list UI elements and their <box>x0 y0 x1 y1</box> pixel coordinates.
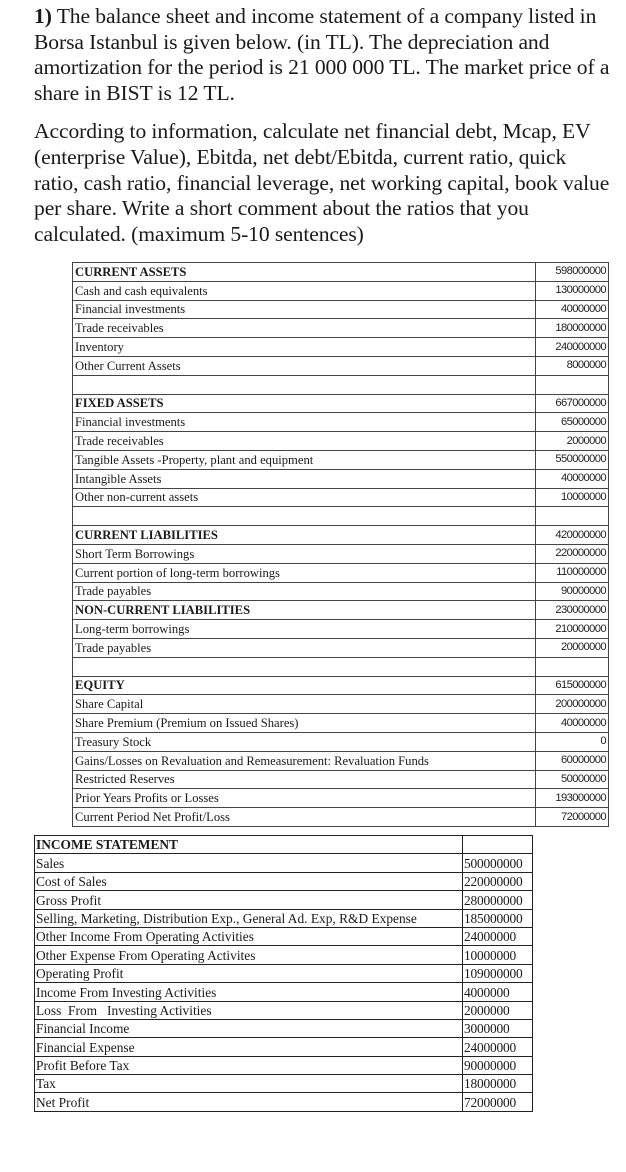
table-row <box>73 338 609 357</box>
row-label: Share Capital <box>73 695 536 714</box>
spacer-row <box>73 507 609 526</box>
table-row <box>73 808 609 827</box>
empty-cell <box>536 375 609 394</box>
table-row <box>35 1038 533 1056</box>
row-label: Net Profit <box>35 1093 463 1111</box>
section-total: 598000000 <box>536 263 609 282</box>
table-row <box>73 450 609 469</box>
row-value: 72000000 <box>536 808 609 827</box>
row-label: Tax <box>35 1075 463 1093</box>
table-row <box>35 854 533 872</box>
row-value: 130000000 <box>536 281 609 300</box>
table-row <box>35 1019 533 1037</box>
row-label: Share Premium (Premium on Issued Shares) <box>73 714 536 733</box>
row-label: Financial investments <box>73 300 536 319</box>
row-value: 180000000 <box>536 319 609 338</box>
row-value: 90000000 <box>463 1056 533 1074</box>
row-label: Inventory <box>73 338 536 357</box>
row-value: 210000000 <box>536 620 609 639</box>
row-label: Treasury Stock <box>73 732 536 751</box>
row-value: 200000000 <box>536 695 609 714</box>
row-value: 185000000 <box>463 909 533 927</box>
row-value: 40000000 <box>536 714 609 733</box>
empty-cell <box>73 375 536 394</box>
row-label: Tangible Assets -Property, plant and equipment <box>73 450 536 469</box>
row-label: Trade payables <box>73 582 536 601</box>
table-row <box>35 964 533 982</box>
section-header: CURRENT ASSETS <box>73 263 536 282</box>
row-label: Other non-current assets <box>73 488 536 507</box>
row-label: Gains/Losses on Revaluation and Remeasurement: Revaluation Funds <box>73 751 536 770</box>
table-row <box>35 983 533 1001</box>
spacer-row <box>73 375 609 394</box>
row-label: Other Income From Operating Activities <box>35 927 463 945</box>
row-value: 193000000 <box>536 789 609 808</box>
row-label: Selling, Marketing, Distribution Exp., General Ad. Exp, R&D Expense <box>35 909 463 927</box>
row-value: 40000000 <box>536 469 609 488</box>
row-label: Profit Before Tax <box>35 1056 463 1074</box>
section-total: 420000000 <box>536 526 609 545</box>
row-value: 20000000 <box>536 638 609 657</box>
table-row <box>73 638 609 657</box>
row-label: Trade payables <box>73 638 536 657</box>
row-label: Other Current Assets <box>73 356 536 375</box>
section-header: FIXED ASSETS <box>73 394 536 413</box>
table-row <box>35 909 533 927</box>
empty-cell <box>536 657 609 676</box>
row-label: Current portion of long-term borrowings <box>73 563 536 582</box>
fixed-assets-header-row <box>73 394 609 413</box>
income-statement-header-row <box>35 836 533 854</box>
row-label: Loss From Investing Activities <box>35 1001 463 1019</box>
row-value: 550000000 <box>536 450 609 469</box>
row-label: Intangible Assets <box>73 469 536 488</box>
table-row <box>73 488 609 507</box>
row-label: Financial investments <box>73 413 536 432</box>
row-value: 109000000 <box>463 964 533 982</box>
table-row <box>73 714 609 733</box>
current-assets-header-row <box>73 263 609 282</box>
empty-cell <box>73 507 536 526</box>
row-value: 18000000 <box>463 1075 533 1093</box>
non-current-liabilities-header-row <box>73 601 609 620</box>
table-row <box>73 469 609 488</box>
table-row <box>73 413 609 432</box>
table-row <box>73 432 609 451</box>
row-label: Short Term Borrowings <box>73 544 536 563</box>
table-row <box>73 770 609 789</box>
table-row <box>35 872 533 890</box>
question-number: 1) <box>34 4 52 28</box>
section-header: CURRENT LIABILITIES <box>73 526 536 545</box>
row-value: 60000000 <box>536 751 609 770</box>
row-value: 110000000 <box>536 563 609 582</box>
table-row <box>73 356 609 375</box>
row-value: 2000000 <box>536 432 609 451</box>
row-value: 24000000 <box>463 1038 533 1056</box>
row-value: 50000000 <box>536 770 609 789</box>
row-value: 8000000 <box>536 356 609 375</box>
row-value: 220000000 <box>463 872 533 890</box>
row-value: 0 <box>536 732 609 751</box>
row-value: 72000000 <box>463 1093 533 1111</box>
row-label: Trade receivables <box>73 319 536 338</box>
row-label: Operating Profit <box>35 964 463 982</box>
row-label: Gross Profit <box>35 891 463 909</box>
table-row <box>35 1056 533 1074</box>
question-paragraph-2: According to information, calculate net financial debt, Mcap, EV (enterprise Value), Ebitda, net debt/Ebitda, current ratio, quick ratio, cash ratio, financial leverage, net working capital, book value per share. Write a short comment about the ratios that you calculated. (maximum 5-10 sentences) <box>34 119 610 246</box>
row-value: 90000000 <box>536 582 609 601</box>
section-header: EQUITY <box>73 676 536 695</box>
row-label: Cash and cash equivalents <box>73 281 536 300</box>
section-total: 667000000 <box>536 394 609 413</box>
table-row <box>73 695 609 714</box>
income-statement-table <box>34 835 533 1112</box>
section-total: 615000000 <box>536 676 609 695</box>
table-row <box>35 946 533 964</box>
table-row <box>73 300 609 319</box>
row-value: 10000000 <box>536 488 609 507</box>
row-label: Other Expense From Operating Activites <box>35 946 463 964</box>
empty-cell <box>463 836 533 854</box>
table-row <box>35 891 533 909</box>
row-value: 240000000 <box>536 338 609 357</box>
row-value: 500000000 <box>463 854 533 872</box>
table-row <box>35 927 533 945</box>
current-liabilities-header-row <box>73 526 609 545</box>
table-row <box>73 563 609 582</box>
row-value: 280000000 <box>463 891 533 909</box>
row-label: Current Period Net Profit/Loss <box>73 808 536 827</box>
section-total: 230000000 <box>536 601 609 620</box>
row-label: Income From Investing Activities <box>35 983 463 1001</box>
row-label: Financial Expense <box>35 1038 463 1056</box>
question-intro: The balance sheet and income statement of a company listed in Borsa Istanbul is given below. (in TL). The depreciation and amortization for the period is 21 000 000 TL. The market price of a share in BIST is 12 TL. <box>34 4 610 105</box>
table-row <box>73 281 609 300</box>
row-label: Sales <box>35 854 463 872</box>
row-value: 220000000 <box>536 544 609 563</box>
row-value: 4000000 <box>463 983 533 1001</box>
row-label: Trade receivables <box>73 432 536 451</box>
table-row <box>73 620 609 639</box>
table-row <box>73 544 609 563</box>
row-value: 3000000 <box>463 1019 533 1037</box>
row-value: 40000000 <box>536 300 609 319</box>
spacer-row <box>73 657 609 676</box>
row-label: Cost of Sales <box>35 872 463 890</box>
table-row <box>73 582 609 601</box>
empty-cell <box>73 657 536 676</box>
row-value: 24000000 <box>463 927 533 945</box>
table-row <box>73 319 609 338</box>
question-text <box>34 4 614 247</box>
row-label: Financial Income <box>35 1019 463 1037</box>
table-row <box>73 789 609 808</box>
row-value: 10000000 <box>463 946 533 964</box>
row-label: Restricted Reserves <box>73 770 536 789</box>
table-row <box>35 1001 533 1019</box>
table-row <box>73 751 609 770</box>
empty-cell <box>536 507 609 526</box>
section-header: INCOME STATEMENT <box>35 836 463 854</box>
equity-header-row <box>73 676 609 695</box>
balance-sheet-table <box>72 262 609 827</box>
section-header: NON-CURRENT LIABILITIES <box>73 601 536 620</box>
table-row <box>73 732 609 751</box>
table-row <box>35 1075 533 1093</box>
table-row <box>35 1093 533 1111</box>
row-label: Long-term borrowings <box>73 620 536 639</box>
question-paragraph-1 <box>34 4 614 106</box>
row-value: 2000000 <box>463 1001 533 1019</box>
row-label: Prior Years Profits or Losses <box>73 789 536 808</box>
row-value: 65000000 <box>536 413 609 432</box>
